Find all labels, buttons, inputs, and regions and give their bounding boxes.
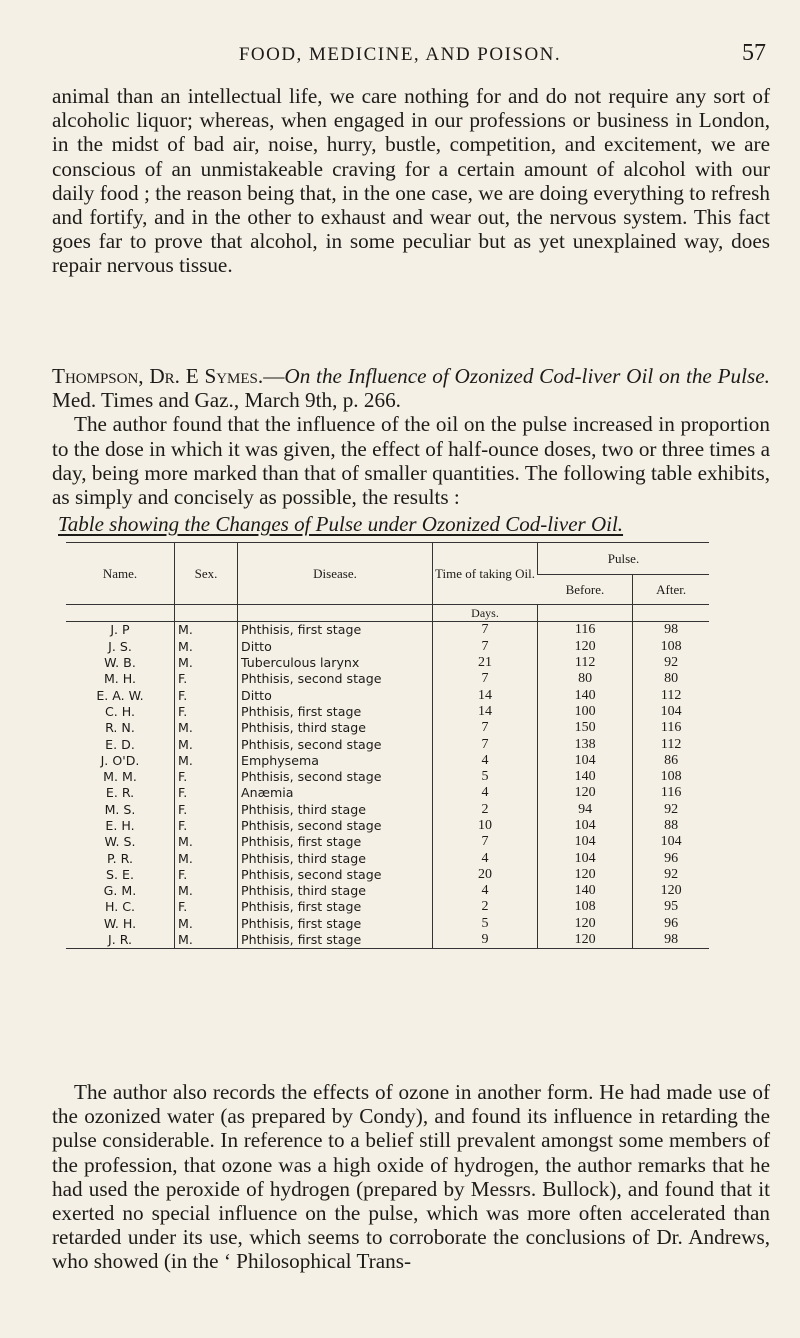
reference-dash: —: [263, 364, 285, 388]
cell-pulse-after: 104: [633, 704, 709, 720]
cell-disease: Anæmia: [238, 785, 433, 801]
cell-days: 14: [433, 687, 538, 703]
table-caption: Table showing the Changes of Pulse under Ozonized Cod-liver Oil.: [58, 512, 624, 536]
cell-pulse-before: 138: [538, 736, 633, 752]
cell-sex: F.: [175, 769, 238, 785]
cell-pulse-after: 120: [633, 883, 709, 899]
table-row: [66, 932, 709, 949]
cell-days: 4: [433, 883, 538, 899]
table-body: [66, 622, 709, 949]
header-before: Before.: [565, 581, 605, 597]
cell-days: 7: [433, 834, 538, 850]
cell-sex: M.: [175, 834, 238, 850]
table-row: [66, 899, 709, 915]
cell-disease: Tuberculous larynx: [238, 655, 433, 671]
cell-sex: F.: [175, 704, 238, 720]
table-row: [66, 720, 709, 736]
cell-disease: Phthisis, first stage: [238, 916, 433, 932]
cell-sex: M.: [175, 736, 238, 752]
paragraph-text: The author also records the effects of ozone in another form. He had made use of the ozonized water (as prepared by Condy), and found its influence in retarding the pulse considerable. In reference to a belief still prevalent amongst some members of the profession, that ozone was a high oxide of hydrogen, the author remarks that he had used the peroxide of hydrogen (prepared by Messrs. Bullock), and found that it exerted no special influence on the pulse, which was more often accelerated than retarded under its use, which seems to corroborate the conclusions of Dr. Andrews, who showed (in the ‘ Philosophical Trans-: [52, 1080, 770, 1274]
cell-sex: M.: [175, 639, 238, 655]
cell-name: E. H.: [105, 818, 135, 833]
table-row: [66, 687, 709, 703]
cell-days: 21: [433, 655, 538, 671]
table-row: [66, 867, 709, 883]
cell-pulse-after: 80: [633, 671, 709, 687]
cell-pulse-after: 112: [633, 736, 709, 752]
table-row: [66, 671, 709, 687]
cell-pulse-after: 116: [633, 785, 709, 801]
cell-sex: F.: [175, 802, 238, 818]
cell-pulse-before: 112: [538, 655, 633, 671]
cell-pulse-after: 116: [633, 720, 709, 736]
cell-disease: Phthisis, third stage: [238, 850, 433, 866]
cell-name: M. H.: [103, 671, 137, 687]
cell-disease: Emphysema: [238, 753, 433, 769]
paragraph-text: The author found that the influence of the oil on the pulse increased in proportion to the dose in which it was given, the effect of half-ounce doses, two or three times a day, being more marked than that of smaller quantities. The following table exhibits, as simply and concisely as possible, the results :: [52, 412, 771, 510]
cell-pulse-before: 80: [538, 671, 633, 687]
cell-disease: Phthisis, second stage: [238, 818, 433, 834]
cell-days: 7: [433, 736, 538, 752]
table-row: [66, 818, 709, 834]
cell-sex: F.: [175, 899, 238, 915]
cell-pulse-after: 92: [633, 655, 709, 671]
cell-pulse-before: 150: [538, 720, 633, 736]
table-row: [66, 802, 709, 818]
cell-pulse-after: 95: [633, 899, 709, 915]
table-row: [66, 639, 709, 655]
cell-pulse-after: 92: [633, 802, 709, 818]
cell-pulse-after: 86: [633, 753, 709, 769]
cell-sex: M.: [175, 932, 238, 949]
header-disease: Disease.: [238, 543, 433, 605]
cell-pulse-after: 98: [633, 622, 709, 639]
cell-days: 7: [433, 671, 538, 687]
cell-disease: Phthisis, first stage: [238, 899, 433, 915]
days-unit: Days.: [433, 605, 538, 622]
cell-days: 2: [433, 899, 538, 915]
reference-source: Med. Times and Gaz., March 9th, p. 266.: [52, 388, 401, 413]
cell-name: E. R.: [105, 785, 135, 801]
header-time: Time of taking Oil.: [433, 543, 538, 605]
cell-name: J. R.: [66, 932, 175, 949]
cell-days: 7: [433, 639, 538, 655]
table-row: [66, 704, 709, 720]
cell-days: 4: [433, 753, 538, 769]
cell-disease: Phthisis, second stage: [238, 867, 433, 883]
cell-pulse-before: 116: [538, 622, 633, 639]
header-sex: Sex.: [175, 543, 238, 605]
table-row: [66, 753, 709, 769]
cell-days: 4: [433, 850, 538, 866]
cell-pulse-before: 94: [538, 802, 633, 818]
cell-pulse-before: 140: [538, 883, 633, 899]
cell-days: 9: [433, 932, 538, 949]
pulse-table: [66, 542, 709, 949]
cell-disease: Phthisis, third stage: [238, 883, 433, 899]
table-row: [66, 916, 709, 932]
cell-name: H. C.: [104, 899, 136, 915]
cell-pulse-before: 140: [538, 769, 633, 785]
table-row: [66, 655, 709, 671]
paragraph-text: animal than an intellectual life, we care nothing for and do not require any sort of alcoholic liquor; whereas, when engaged in our professions or business in London, in the midst of bad air, noise, hurry, bustle, competition, and excitement, we are conscious of an unmistakeable craving for a certain amount of alcohol with our daily food ; the reason being that, in the one case, we are doing everything to refresh and fortify, and in the other to exhaust and wear out, the nervous system. This fact goes far to prove that alcohol, in some peculiar but as yet unexplained way, does repair nervous tissue.: [52, 84, 770, 278]
cell-pulse-before: 120: [538, 785, 633, 801]
cell-sex: M.: [175, 655, 238, 671]
cell-pulse-after: 88: [633, 818, 709, 834]
cell-sex: F.: [175, 818, 238, 834]
cell-pulse-before: 104: [538, 850, 633, 866]
cell-disease: Phthisis, third stage: [238, 720, 433, 736]
cell-pulse-after: 98: [633, 932, 709, 949]
cell-name: W. S.: [104, 834, 136, 850]
cell-pulse-before: 104: [538, 834, 633, 850]
cell-sex: M.: [175, 753, 238, 769]
cell-sex: M.: [175, 850, 238, 866]
cell-sex: F.: [175, 687, 238, 703]
cell-disease: Phthisis, first stage: [238, 932, 433, 949]
reference-author: Thompson, Dr. E Symes.: [52, 364, 264, 388]
cell-name: C. H.: [104, 703, 136, 719]
cell-disease: Phthisis, first stage: [238, 622, 433, 639]
cell-pulse-after: 108: [633, 639, 709, 655]
cell-pulse-before: 120: [538, 639, 633, 655]
cell-pulse-before: 120: [538, 932, 633, 949]
cell-sex: M.: [175, 622, 238, 639]
cell-pulse-before: 104: [538, 818, 633, 834]
table-row: [66, 850, 709, 866]
paragraph-ozone: [52, 1080, 770, 1274]
cell-sex: M.: [175, 916, 238, 932]
cell-pulse-before: 108: [538, 899, 633, 915]
cell-pulse-after: 104: [633, 834, 709, 850]
paragraph-continued: [52, 84, 770, 278]
cell-name: S. E.: [106, 866, 134, 882]
cell-days: 5: [433, 769, 538, 785]
cell-name: E. D.: [105, 736, 135, 752]
cell-name: J. P: [110, 622, 130, 638]
cell-name: W. H.: [103, 915, 137, 931]
cell-days: 14: [433, 704, 538, 720]
cell-disease: Phthisis, third stage: [238, 802, 433, 818]
cell-days: 2: [433, 802, 538, 818]
cell-name: J. O'D.: [100, 752, 140, 768]
reference-title: On the Influence of Ozonized Cod-liver Oil on the Pulse.: [284, 364, 770, 388]
cell-pulse-before: 120: [538, 916, 633, 932]
cell-sex: F.: [175, 785, 238, 801]
cell-disease: Ditto: [238, 639, 433, 655]
cell-disease: Phthisis, second stage: [238, 736, 433, 752]
cell-name: R. N.: [105, 720, 135, 736]
cell-name: G. M.: [103, 883, 137, 899]
cell-disease: Phthisis, second stage: [238, 671, 433, 687]
cell-name: M. M.: [103, 769, 137, 785]
cell-pulse-after: 96: [633, 850, 709, 866]
cell-days: 10: [433, 818, 538, 834]
paragraph-reference: [52, 364, 770, 509]
cell-pulse-before: 140: [538, 687, 633, 703]
table-row: [66, 785, 709, 801]
cell-pulse-after: 112: [633, 687, 709, 703]
cell-pulse-before: 100: [538, 704, 633, 720]
table-row: [66, 736, 709, 752]
cell-disease: Phthisis, second stage: [238, 769, 433, 785]
table-row: [66, 834, 709, 850]
header-pulse: Pulse.: [538, 543, 710, 575]
cell-pulse-before: 120: [538, 867, 633, 883]
cell-days: 7: [433, 622, 538, 639]
cell-sex: M.: [175, 883, 238, 899]
reference-citation: [52, 364, 770, 412]
cell-name: E. A. W.: [96, 687, 144, 703]
table-row: [66, 622, 709, 639]
cell-sex: F.: [175, 671, 238, 687]
table-row: [66, 883, 709, 899]
cell-sex: F.: [175, 867, 238, 883]
cell-disease: Ditto: [238, 687, 433, 703]
cell-days: 7: [433, 720, 538, 736]
cell-name: M. S.: [104, 801, 136, 817]
cell-pulse-after: 92: [633, 867, 709, 883]
header-after: After.: [633, 575, 709, 605]
cell-days: 4: [433, 785, 538, 801]
cell-days: 5: [433, 916, 538, 932]
running-head: FOOD, MEDICINE, AND POISON.: [238, 44, 562, 65]
cell-days: 20: [433, 867, 538, 883]
cell-disease: Phthisis, first stage: [238, 704, 433, 720]
cell-name: P. R.: [107, 850, 133, 866]
cell-pulse-before: 104: [538, 753, 633, 769]
cell-name: J. S.: [108, 638, 132, 654]
cell-sex: M.: [175, 720, 238, 736]
table-row: [66, 769, 709, 785]
cell-pulse-after: 108: [633, 769, 709, 785]
cell-disease: Phthisis, first stage: [238, 834, 433, 850]
cell-name: W. B.: [104, 655, 136, 671]
page-number: 57: [742, 40, 766, 66]
cell-pulse-after: 96: [633, 916, 709, 932]
page-header: [0, 40, 800, 78]
header-name: Name.: [66, 543, 175, 605]
